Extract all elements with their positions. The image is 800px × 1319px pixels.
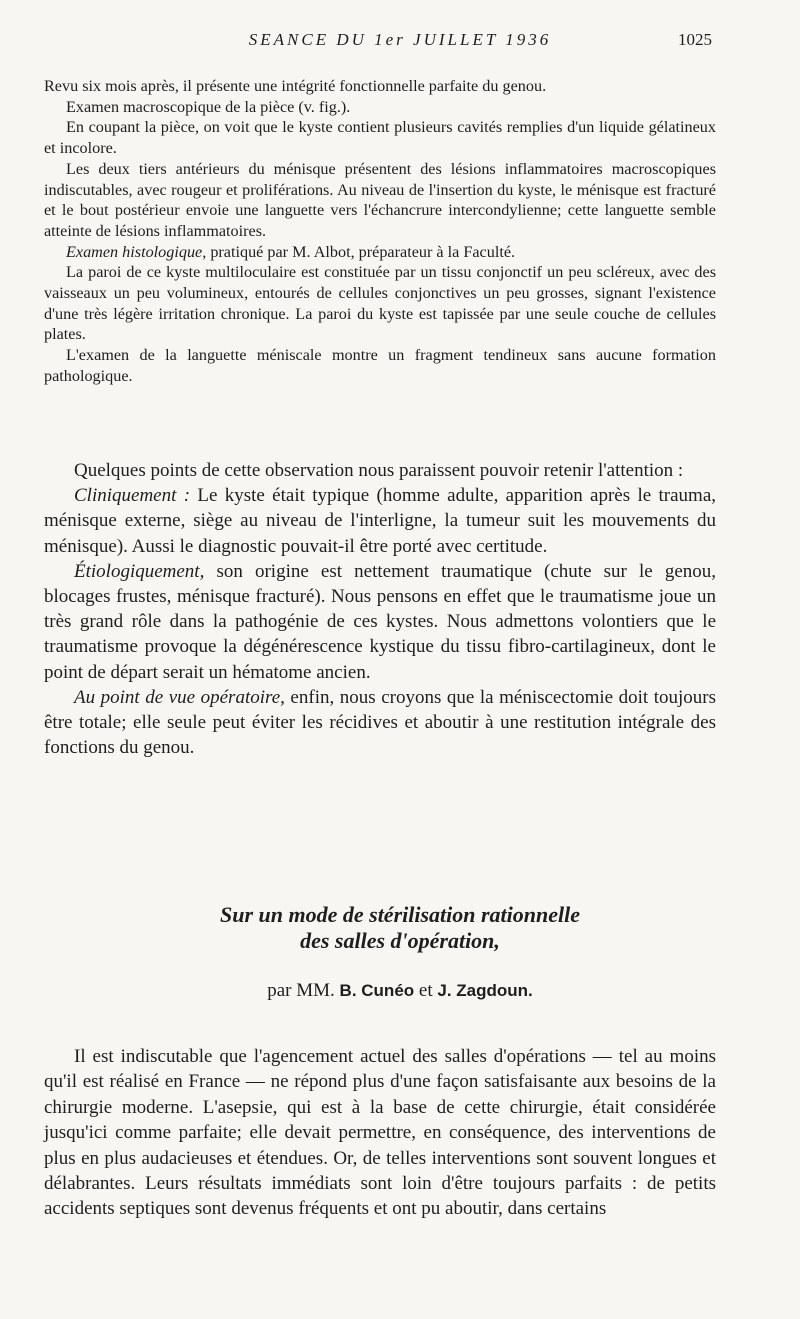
paragraph: Revu six mois après, il présente une intégrité fonctionnelle parfaite du genou. — [44, 77, 547, 95]
authors-join: et — [414, 980, 438, 1001]
paragraph-text: son origine est nettement traumatique (chute sur le genou, blocages frustes, ménisque fracturé). Nous pensons en effet que le traumatisme joue un très grand rôle dans la pathogénie de ces kystes. Nous admettons volontiers que le traumatisme provoque la dégénérescence kystique du tissu fibro-cartilagineux, dont le point de départ serait un hématome ancien. — [44, 560, 716, 683]
paragraph: L'examen de la languette méniscale montre un fragment tendineux sans aucune formation pathologique. — [44, 346, 716, 385]
article-body — [44, 1044, 716, 1222]
author-name: B. Cunéo — [339, 981, 415, 1000]
italic-lead: Cliniquement : — [74, 485, 191, 507]
article-title-line: des salles d'opération, — [300, 928, 500, 953]
paragraph — [44, 685, 716, 761]
italic-lead: Étiologiquement, — [74, 560, 205, 582]
discussion-section — [44, 458, 716, 760]
paragraph — [44, 242, 716, 263]
case-report-section — [44, 76, 716, 387]
paragraph-text: Le kyste était typique (homme adulte, apparition après le trauma, ménisque externe, siège au niveau de l'interligne, la tumeur suit les mouvements du ménisque). Aussi le diagnostic pouvait-il être porté avec certitude. — [44, 485, 717, 557]
authors-prefix: par MM. — [267, 980, 340, 1001]
page-number: 1025 — [678, 30, 712, 49]
article-authors — [0, 980, 800, 1002]
article-title — [0, 902, 800, 954]
paragraph: Il est indiscutable que l'agencement actuel des salles d'opérations — tel au moins qu'il est réalisé en France — ne répond plus d'une façon satisfaisante aux besoins de la chirurgie moderne. L'asepsie, qui est à la base de cette chirurgie, était considérée jusqu'ici comme parfaite; elle devait permettre, en conséquence, des interventions de plus en plus audacieuses et étendues. Or, de telles interventions sont souvent longues et délabrantes. Leurs résultats immédiats sont loin d'être toujours parfaits : de petits accidents septiques sont devenus fréquents et ont pu aboutir, dans certains — [44, 1046, 716, 1220]
page-header — [0, 30, 800, 56]
paragraph: En coupant la pièce, on voit que le kyste contient plusieurs cavités remplies d'un liquide gélatineux et incolore. — [44, 118, 716, 158]
paragraph: Examen macroscopique de la pièce (v. fig.). — [66, 97, 351, 116]
paragraph-text: pratiqué par M. Albot, préparateur à la Faculté. — [206, 242, 516, 261]
article-title-line: Sur un mode de stérilisation rationnelle — [219, 902, 580, 927]
paragraph: Les deux tiers antérieurs du ménisque présentent des lésions inflammatoires macroscopiques indiscutables, avec rougeur et proliférations. Au niveau de l'insertion du kyste, le ménisque est fracturé et le bout postérieur envoie une languette vers l'échancrure intercondylienne; cette languette semble atteinte de lésions inflammatoires. — [44, 159, 716, 240]
paragraph-text: enfin, nous croyons que la méniscectomie doit toujours être totale; elle seule peut éviter les récidives et aboutir à une restitution intégrale des fonctions du genou. — [44, 686, 716, 759]
author-name: J. Zagdoun. — [437, 981, 533, 1000]
running-title: SEANCE DU 1er JUILLET 1936 — [248, 30, 552, 49]
paragraph — [44, 559, 716, 685]
paragraph — [44, 483, 716, 559]
italic-lead: Examen histologique, — [66, 242, 207, 261]
paragraph: La paroi de ce kyste multiloculaire est constituée par un tissu conjonctif un peu scléreux, avec des vaisseaux un peu volumineux, entourés de cellules conjonctives un peu grosses, signant l'existence d'une très légère irritation chronique. La paroi du kyste est tapissée par une seule couche de cellules plates. — [44, 263, 716, 344]
italic-lead: Au point de vue opératoire, — [74, 686, 285, 708]
paragraph: Quelques points de cette observation nous paraissent pouvoir retenir l'attention : — [74, 460, 684, 481]
